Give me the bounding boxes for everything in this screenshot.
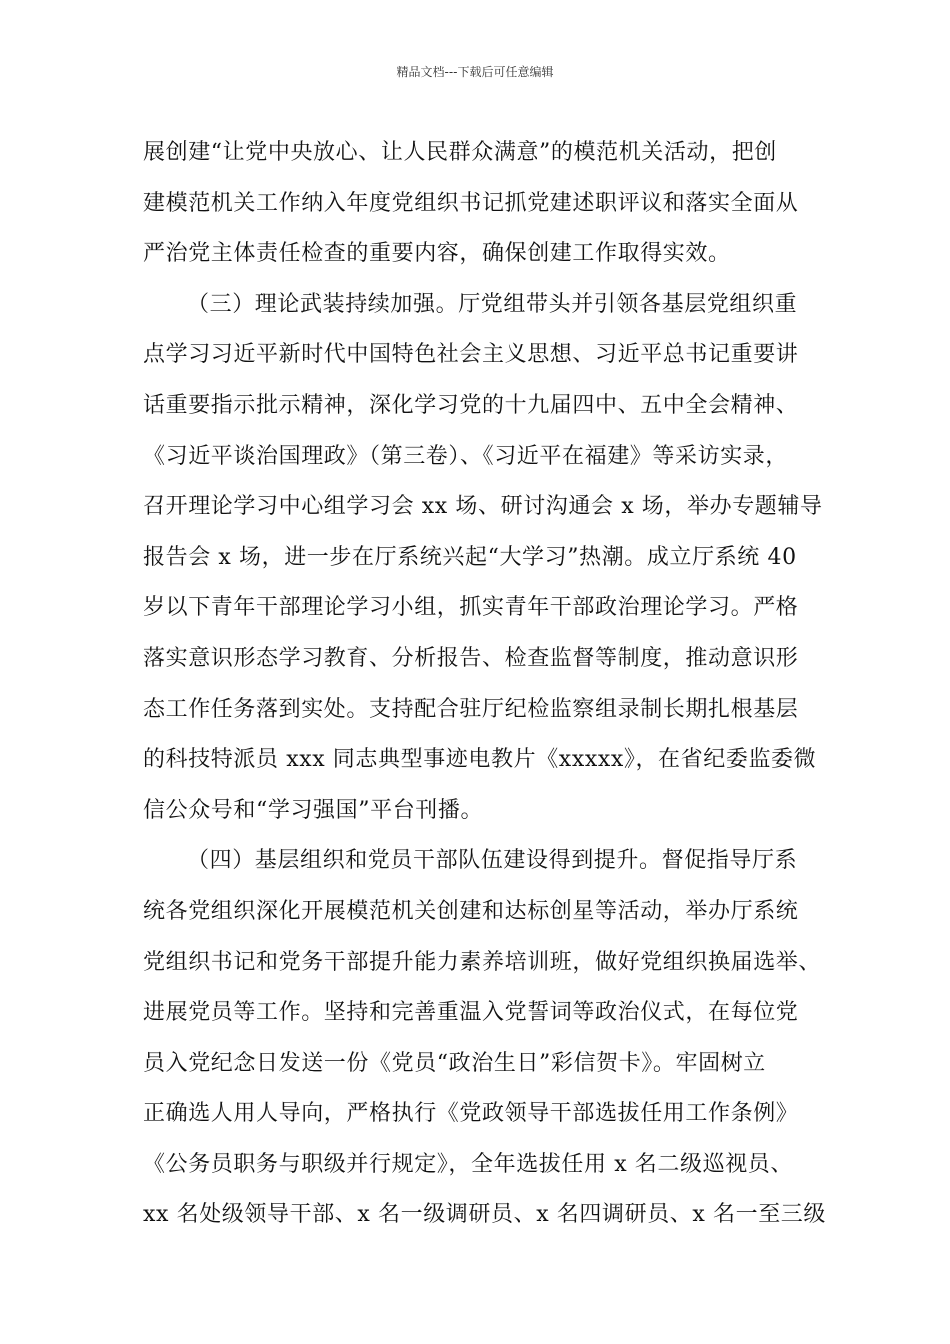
paragraph-line: 进展党员等工作。坚持和完善重温入党誓词等政治仪式，在每位党: [143, 1000, 799, 1026]
paragraph-line: xx 名处级领导干部、x 名一级调研员、x 名四调研员、x 名一至三级: [143, 1202, 827, 1228]
paragraph-line: 的科技特派员 xxx 同志典型事迹电教片《xxxxx》，在省纪委监委微: [143, 747, 817, 773]
paragraph-line: 统各党组织深化开展模范机关创建和达标创星等活动，举办厅系统: [143, 898, 799, 924]
paragraph-line: 建模范机关工作纳入年度党组织书记抓党建述职评议和落实全面从: [143, 190, 799, 216]
paragraph-line: 召开理论学习中心组学习会 xx 场、研讨沟通会 x 场，举办专题辅导: [143, 494, 823, 520]
paragraph-line: 态工作任务落到实处。支持配合驻厅纪检监察组录制长期扎根基层: [143, 696, 799, 722]
paragraph-line: 正确选人用人导向，严格执行《党政领导干部选拔任用工作条例》: [143, 1101, 799, 1127]
paragraph-line: 员入党纪念日发送一份《党员“政治生日”彩信贺卡》。牢固树立: [143, 1050, 766, 1076]
paragraph-line: 党组织书记和党务干部提升能力素养培训班，做好党组织换届选举、: [143, 949, 822, 975]
page-header: 精品文档---下载后可任意编辑: [396, 65, 554, 79]
paragraph-line: 话重要指示批示精神，深化学习党的十九届四中、五中全会精神、: [143, 392, 799, 418]
paragraph-line: 严治党主体责任检查的重要内容，确保创建工作取得实效。: [143, 241, 731, 267]
paragraph-line: 岁以下青年干部理论学习小组，抓实青年干部政治理论学习。严格: [143, 595, 799, 621]
document-body: [143, 128, 827, 1241]
paragraph-line: 信公众号和“学习强国”平台刊播。: [143, 797, 484, 823]
paragraph-line: 《习近平谈治国理政》（第三卷）、《习近平在福建》等采访实录，: [143, 443, 789, 469]
paragraph-line: 报告会 x 场，进一步在厅系统兴起“大学习”热潮。成立厅系统 40: [143, 544, 797, 570]
paragraph-line: （三）理论武装持续加强。厅党组带头并引领各基层党组织重: [187, 291, 798, 317]
paragraph-line: 《公务员职务与职级并行规定》，全年选拔任用 x 名二级巡视员、: [143, 1151, 793, 1177]
paragraph-line: 点学习习近平新时代中国特色社会主义思想、习近平总书记重要讲: [143, 342, 799, 368]
paragraph-line: 落实意识形态学习教育、分析报告、检查监督等制度，推动意识形: [143, 645, 799, 671]
paragraph-line: 展创建“让党中央放心、让人民群众满意”的模范机关活动，把创: [143, 140, 777, 165]
paragraph-line: （四）基层组织和党员干部队伍建设得到提升。督促指导厅系: [187, 848, 798, 874]
